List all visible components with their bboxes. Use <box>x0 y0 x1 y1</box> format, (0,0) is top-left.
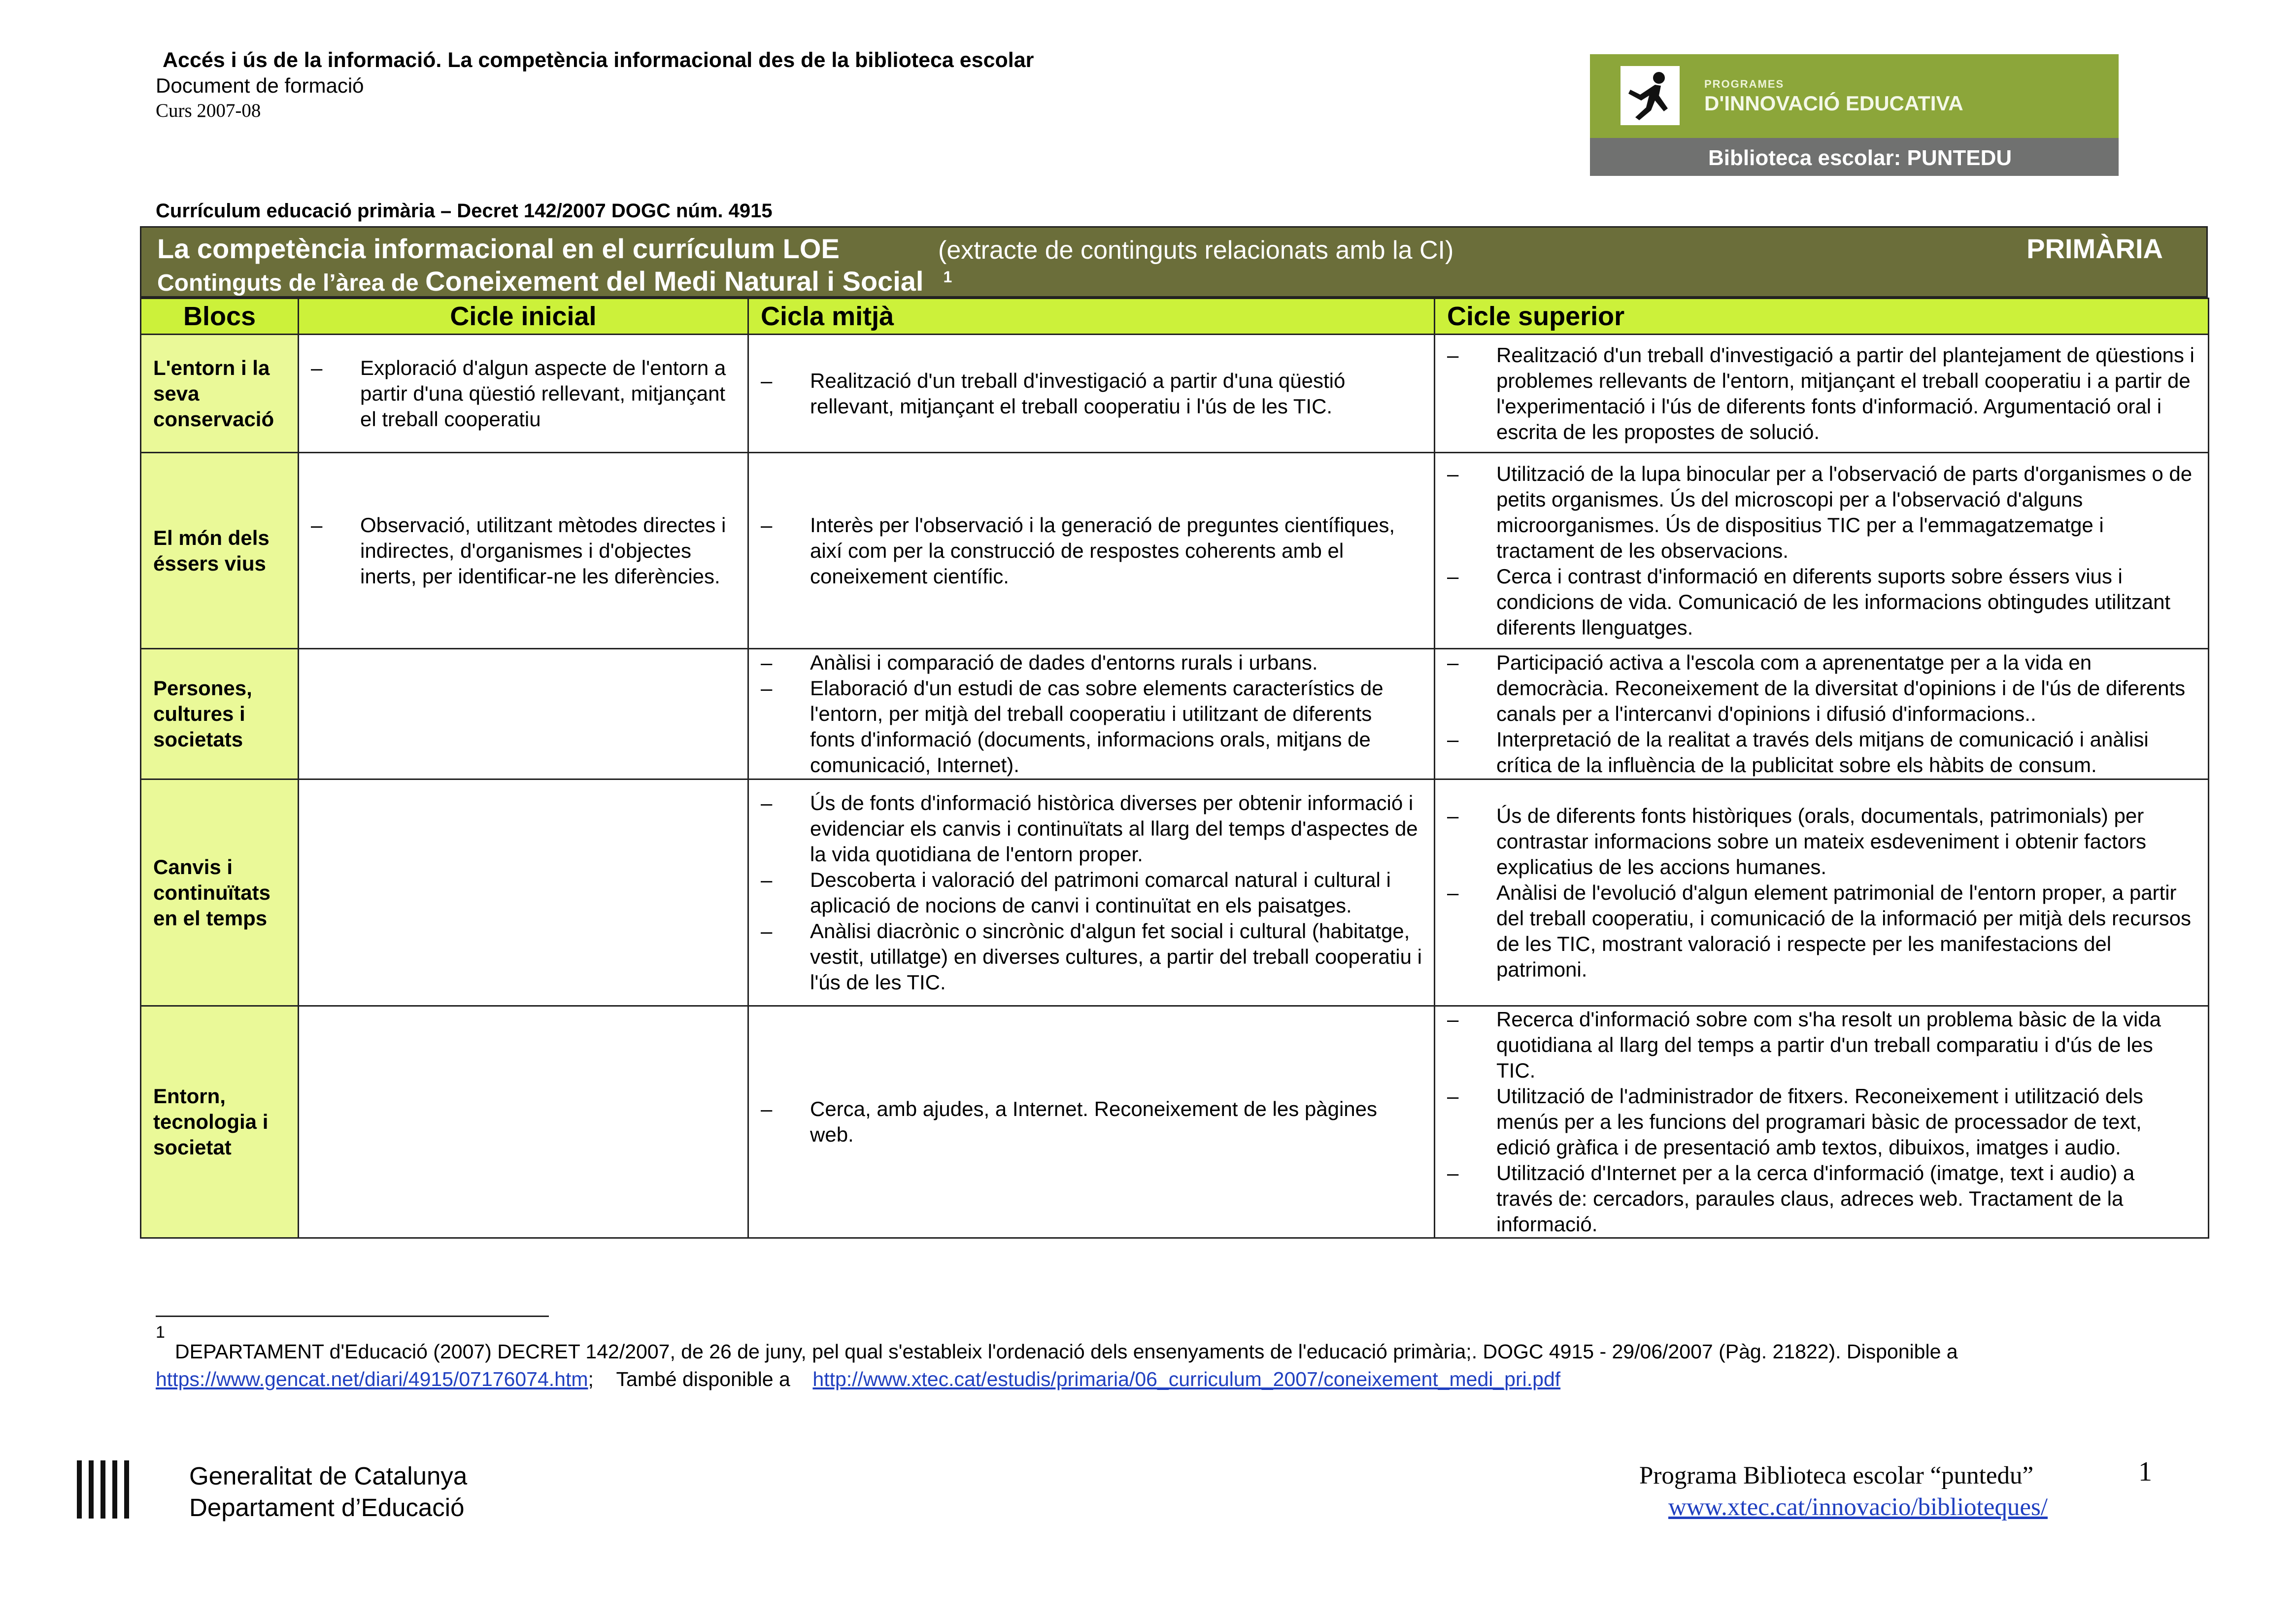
content-list <box>1447 342 2196 445</box>
content-list <box>761 512 1422 589</box>
content-list <box>311 355 736 432</box>
list-item: – Anàlisi i comparació de dades d'entorns rurals i urbans. <box>761 650 1422 676</box>
footnote-link-gencat[interactable]: https://www.gencat.net/diari/4915/07176074.htm <box>156 1368 588 1390</box>
block-name: Canvis i continuïtats en el temps <box>141 779 299 1006</box>
footer-generalitat: Generalitat de Catalunya <box>189 1462 468 1490</box>
cicle-inicial-cell <box>299 779 748 1006</box>
block-name: El món dels éssers vius <box>141 453 299 649</box>
list-item: – Participació activa a l'escola com a aprenentatge per a la vida en democràcia. Reconeixement de la diversitat d'opinions i de l'ús de diferents canals per a l'intercanvi d'opinions i difusió d'informacions.. <box>1447 650 2196 727</box>
list-item: – Exploració d'algun aspecte de l'entorn a partir d'una qüestió rellevant, mitjançant el treball cooperatiu <box>311 355 736 432</box>
content-list <box>311 512 736 589</box>
content-list <box>1447 803 2196 982</box>
content-list <box>761 790 1422 995</box>
content-list <box>1447 1007 2196 1237</box>
block-name: L'entorn i la seva conservació <box>141 335 299 453</box>
document-title: Accés i ús de la informació. La competència informacional des de la biblioteca escolar <box>163 48 1034 72</box>
list-item: – Anàlisi de l'evolució d'algun element patrimonial de l'entorn proper, a partir del treball cooperatiu, i comunicació de la informació per mitjà dels recursos de les TIC, mostrant valoració i respecte per les manifestacions del patrimoni. <box>1447 880 2196 982</box>
logo-bottom-band <box>1590 138 2119 176</box>
cicle-inicial-cell <box>299 649 748 779</box>
footnote-divider <box>156 1316 549 1317</box>
footnote-separator: ; <box>588 1368 594 1390</box>
list-item: – Cerca i contrast d'informació en diferents suports sobre éssers vius i condicions de vida. Comunicació de les informacions obtingudes utilitzant diferents llenguatges. <box>1447 564 2196 641</box>
cicle-superior-cell <box>1435 649 2209 779</box>
block-name: Persones, cultures i societats <box>141 649 299 779</box>
title-level: PRIMÀRIA <box>2026 233 2163 264</box>
footer-program-link[interactable]: www.xtec.cat/innovacio/biblioteques/ <box>1668 1493 2048 1521</box>
footnote-text: DEPARTAMENT d'Educació (2007) DECRET 142/2007, de 26 de juny, pel qual s'estableix l'ordenació dels ensenyaments de l'educació primària;. DOGC 4915 - 29/06/2007 (Pàg. 21822). Disponible a <box>175 1340 1958 1363</box>
table-row <box>141 649 2209 779</box>
content-list <box>761 368 1422 419</box>
header-cicle-mitja: Cicla mitjà <box>748 299 1435 335</box>
cicle-superior-cell <box>1435 1006 2209 1238</box>
puntedu-logo <box>1590 54 2119 176</box>
footnote-links <box>156 1368 1560 1391</box>
page-number: 1 <box>2138 1456 2152 1487</box>
title-area-prefix: Continguts de l’àrea de <box>157 270 419 296</box>
cicle-inicial-cell <box>299 453 748 649</box>
table-title-bar <box>140 226 2208 298</box>
footnote-number: 1 <box>156 1323 165 1342</box>
title-main: La competència informacional en el currículum LOE <box>157 233 840 264</box>
block-name: Entorn, tecnologia i societat <box>141 1006 299 1238</box>
list-item: – Utilització de l'administrador de fitxers. Reconeixement i utilització dels menús per a les funcions del programari bàsic de processador de text, edició gràfica i de presentació amb textos, dibuixos, imatges i audio. <box>1447 1083 2196 1160</box>
cicle-mitja-cell <box>748 453 1435 649</box>
table-row <box>141 779 2209 1006</box>
list-item: – Utilització de la lupa binocular per a l'observació de parts d'organismes o de petits organismes. Ús del microscopi per a l'observació d'alguns microorganismes. Ús de dispositius TIC per a l'emmagatzematge i tractament de les observacions. <box>1447 461 2196 564</box>
list-item: – Utilització d'Internet per a la cerca d'informació (imatge, text i audio) a través de: cercadors, paraules claus, adreces web. Tractament de la informació. <box>1447 1160 2196 1237</box>
list-item: – Observació, utilitzant mètodes directes i indirectes, d'organismes i d'objectes inerts, per identificar-ne les diferències. <box>311 512 736 589</box>
title-extract: (extracte de continguts relacionats amb la CI) <box>938 236 1454 265</box>
footer-program: Programa Biblioteca escolar “puntedu” <box>1639 1462 2034 1489</box>
logo-bottom-text: Biblioteca escolar: PUNTEDU <box>1708 146 2012 170</box>
title-footnote-ref: 1 <box>943 268 952 286</box>
logo-top-band <box>1590 54 2119 138</box>
content-list <box>761 650 1422 778</box>
curriculum-table <box>140 298 2209 1239</box>
title-area-name: Coneixement del Medi Natural i Social <box>425 266 924 297</box>
cicle-inicial-cell <box>299 1006 748 1238</box>
logo-small-text: PROGRAMES <box>1704 78 1785 90</box>
title-area <box>157 265 952 297</box>
table-row <box>141 1006 2209 1238</box>
header-cicle-inicial: Cicle inicial <box>299 299 748 335</box>
curriculum-line: Currículum educació primària – Decret 142/2007 DOGC núm. 4915 <box>156 200 773 222</box>
list-item: – Elaboració d'un estudi de cas sobre elements característics de l'entorn, per mitjà del treball cooperatiu i utilitzant de diferents fonts d'informació (documents, informacions orals, mitjans de comunicació, Internet). <box>761 676 1422 778</box>
cicle-inicial-cell <box>299 335 748 453</box>
footnote-link-xtec[interactable]: http://www.xtec.cat/estudis/primaria/06_curriculum_2007/coneixement_medi_pri.pdf <box>812 1368 1561 1390</box>
cicle-superior-cell <box>1435 335 2209 453</box>
cicle-mitja-cell <box>748 1006 1435 1238</box>
header-cicle-superior: Cicle superior <box>1435 299 2209 335</box>
table-row <box>141 335 2209 453</box>
list-item: – Realització d'un treball d'investigació a partir d'una qüestió rellevant, mitjançant el treball cooperatiu i l'ús de les TIC. <box>761 368 1422 419</box>
list-item: – Ús de diferents fonts històriques (orals, documentals, patrimonials) per contrastar informacions sobre un mateix esdeveniment i obtenir factors explicatius de les accions humanes. <box>1447 803 2196 880</box>
generalitat-logo <box>77 1460 129 1519</box>
cicle-superior-cell <box>1435 453 2209 649</box>
list-item: – Recerca d'informació sobre com s'ha resolt un problema bàsic de la vida quotidiana al llarg del temps a partir d'un treball comparatiu i d'ús de les TIC. <box>1447 1007 2196 1083</box>
header-blocs: Blocs <box>141 299 299 335</box>
footnote-also: També disponible a <box>616 1368 790 1390</box>
list-item: – Cerca, amb ajudes, a Internet. Reconeixement de les pàgines web. <box>761 1096 1422 1148</box>
cicle-mitja-cell <box>748 335 1435 453</box>
table-row <box>141 453 2209 649</box>
table-header-row <box>141 299 2209 335</box>
list-item: – Descoberta i valoració del patrimoni comarcal natural i cultural i aplicació de nocions de canvi i continuïtat en els paisatges. <box>761 867 1422 918</box>
list-item: – Ús de fonts d'informació històrica diverses per obtenir informació i evidenciar els canvis i continuïtats al llarg del temps d'aspectes de la vida quotidiana de l'entorn proper. <box>761 790 1422 867</box>
content-list <box>1447 461 2196 641</box>
cicle-superior-cell <box>1435 779 2209 1006</box>
runner-icon <box>1621 66 1680 125</box>
list-item: – Anàlisi diacrònic o sincrònic d'algun fet social i cultural (habitatge, vestit, utillatge) en diverses cultures, a partir del treball cooperatiu i l'ús de les TIC. <box>761 918 1422 995</box>
logo-main-text: D'INNOVACIÓ EDUCATIVA <box>1704 92 1963 115</box>
document-subtitle: Document de formació <box>156 74 364 97</box>
document-year: Curs 2007-08 <box>156 100 261 121</box>
list-item: – Interès per l'observació i la generació de preguntes científiques, així com per la construcció de respostes coherents amb el coneixement científic. <box>761 512 1422 589</box>
list-item: – Realització d'un treball d'investigació a partir del plantejament de qüestions i problemes rellevants de l'entorn, mitjançant el treball cooperatiu i a partir de l'experimentació i l'ús de diferents fonts d'informació. Argumentació oral i escrita de les propostes de solució. <box>1447 342 2196 445</box>
cicle-mitja-cell <box>748 649 1435 779</box>
content-list <box>761 1096 1422 1148</box>
content-list <box>1447 650 2196 778</box>
footer-department: Departament d’Educació <box>189 1493 465 1521</box>
cicle-mitja-cell <box>748 779 1435 1006</box>
list-item: – Interpretació de la realitat a través dels mitjans de comunicació i anàlisi crítica de la influència de la publicitat sobre els hàbits de consum. <box>1447 727 2196 778</box>
